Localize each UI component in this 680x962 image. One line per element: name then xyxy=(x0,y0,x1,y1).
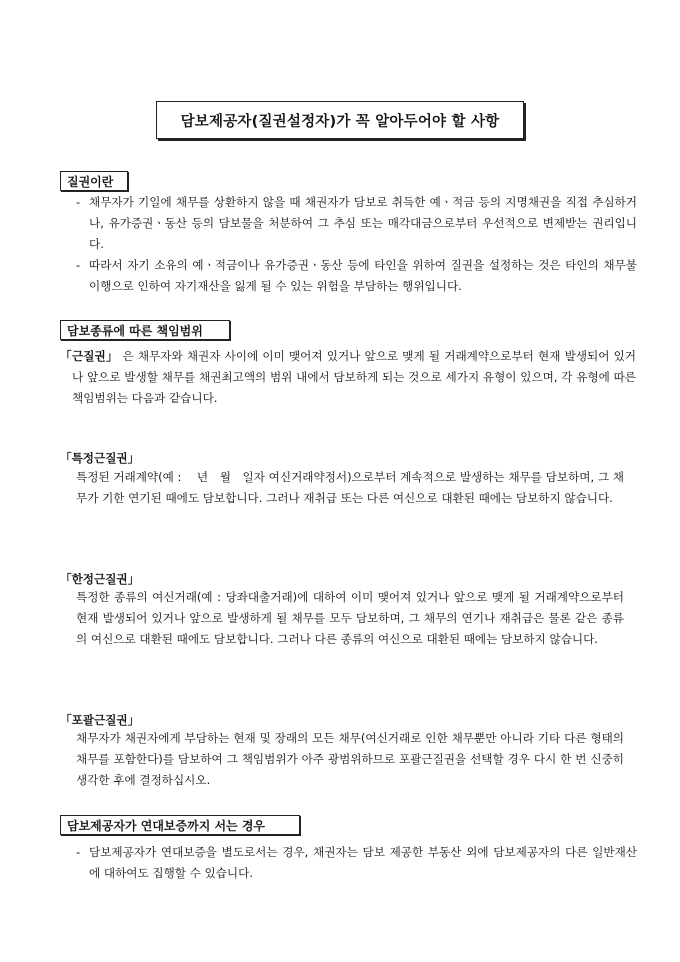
joint-bullet-1-text: 담보제공자가 연대보증을 별도로서는 경우, 채권자는 담보 제공한 부동산 외에 담보제공자의 다른 일반재산에 대하여도 집행할 수 있습니다. xyxy=(89,845,637,880)
joint-bullet-1 xyxy=(76,842,637,884)
subheading-specific: 「특정근질권」 xyxy=(60,451,140,465)
document-title: 담보제공자(질권설정자)가 꼭 알아두어야 할 사항 xyxy=(156,101,524,139)
pledge-bullet-1 xyxy=(76,192,637,255)
pledge-bullet-1-text: 채무자가 기일에 채무를 상환하지 않을 때 채권자가 담보로 취득한 예ㆍ적금 등의 지명채권을 직접 추심하거나, 유가증권ㆍ동산 등의 담보물을 처분하여 그 추심 또는 매각대금으로부터 우선적으로 변제받는 권리입니다. xyxy=(89,195,637,251)
scope-intro-lead: 「근질권」 xyxy=(60,349,119,363)
section-heading-scope: 담보종류에 따른 책임범위 xyxy=(60,320,230,340)
limited-text: 특정한 종류의 여신거래(예 : 당좌대출거래)에 대하여 이미 맺어져 있거나 앞으로 맺게 될 거래계약으로부터 현재 발생되어 있거나 앞으로 발생하게 될 채무를 모두 담보하며, 그 채무의 연기나 재취급은 물론 같은 종류의 여신으로 대환된 때에도 담보합니다. 그러나 다른 종류의 여신으로 대환된 때에는 담보하지 않습니다. xyxy=(76,590,624,646)
section-heading-joint-guarantee: 담보제공자가 연대보증까지 서는 경우 xyxy=(60,815,300,835)
subheading-comprehensive: 「포괄근질권」 xyxy=(60,713,140,727)
section-heading-pledge: 질권이란 xyxy=(60,171,128,191)
pledge-bullet-2 xyxy=(76,255,637,297)
scope-intro xyxy=(60,346,636,409)
scope-intro-text: 은 채무자와 채권자 사이에 이미 맺어져 있거나 앞으로 맺게 될 거래계약으로부터 현재 발생되어 있거나 앞으로 발생할 채무를 채권최고액의 범위 내에서 담보하게 되는 것으로 세가지 유형이 있으며, 각 유형에 따른 책임범위는 다음과 같습니다. xyxy=(72,349,636,405)
subheading-limited: 「한정근질권」 xyxy=(60,572,140,586)
bullet-mark: - xyxy=(76,195,81,209)
bullet-mark: - xyxy=(76,845,81,859)
comprehensive-text: 채무자가 채권자에게 부담하는 현재 및 장래의 모든 채무(여신거래로 인한 채무뿐만 아니라 기타 다른 형태의 채무를 포함한다)를 담보하여 그 책임범위가 아주 광범위하므로 포괄근질권을 선택할 경우 다시 한 번 신중히 생각한 후에 결정하십시오. xyxy=(76,731,624,787)
specific-text: 특정된 거래계약(예 : 년 월 일자 여신거래약정서)으로부터 계속적으로 발생하는 채무를 담보하며, 그 채무가 기한 연기된 때에도 담보합니다. 그러나 재취급 또는 다른 여신으로 대환된 때에는 담보하지 않습니다. xyxy=(76,470,624,505)
bullet-mark: - xyxy=(76,258,81,272)
pledge-bullet-2-text: 따라서 자기 소유의 예ㆍ적금이나 유가증권ㆍ동산 등에 타인을 위하여 질권을 설정하는 것은 타인의 채무불이행으로 인하여 자기재산을 잃게 될 수 있는 위험을 부담하는 행위입니다. xyxy=(89,258,637,293)
